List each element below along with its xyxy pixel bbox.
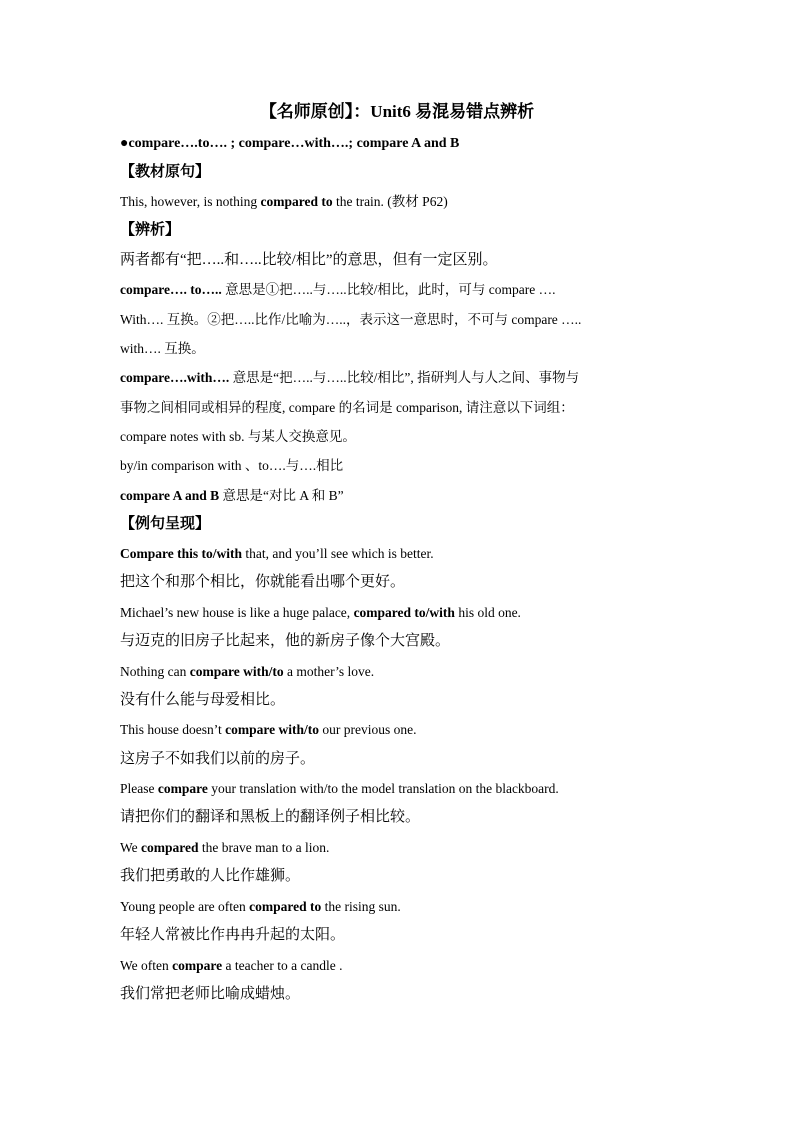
source-post: the train. (教材 P62)	[332, 194, 448, 209]
example-en-bold: compare	[157, 781, 208, 796]
example-en-6	[120, 838, 680, 858]
analysis-intro: 两者都有“把…..和…..比较/相比”的意思，但有一定区别。	[120, 252, 498, 268]
example-en-pre: This house doesn’t	[120, 722, 226, 737]
example-zh-3: 没有什么能与母爱相比。	[120, 692, 286, 708]
analysis-compare-with-text: 意思是“把…..与…..比较/相比”, 指研判人与人之间、事物与	[229, 370, 580, 385]
example-zh-6: 我们把勇敢的人比作雄狮。	[120, 868, 301, 884]
analysis-compare-a-b-text: 意思是“对比 A 和 B”	[219, 488, 344, 503]
analysis-compare-with-line-1	[120, 368, 680, 388]
example-en-2	[120, 603, 680, 623]
example-en-pre: We often	[120, 958, 173, 973]
example-en-post: the rising sun.	[321, 899, 401, 914]
source-pre: This, however, is nothing	[120, 194, 261, 209]
example-en-4	[120, 720, 680, 740]
example-en-bold: compared to	[249, 899, 322, 914]
analysis-compare-to-line-2: With…. 互换。②把…..比作/比喻为…..，表示这一意思时，不可与 compare …..	[120, 312, 582, 327]
example-zh-2: 与迈克的旧房子比起来，他的新房子像个大宫殿。	[120, 633, 451, 649]
phrase-by-in-comparison: by/in comparison with 、to….与….相比	[120, 458, 344, 473]
example-en-post: that, and you’ll see which is better.	[242, 546, 434, 561]
analysis-compare-a-b-term: compare A and B	[120, 488, 220, 503]
example-en-post: a teacher to a candle .	[222, 958, 343, 973]
phrase-compare-notes: compare notes with sb. 与某人交换意见。	[120, 429, 356, 444]
source-bold: compared to	[260, 194, 333, 209]
topic-heading	[120, 134, 680, 154]
example-en-7	[120, 897, 680, 917]
example-zh-5: 请把你们的翻译和黑板上的翻译例子相比较。	[120, 809, 421, 825]
example-en-post: our previous one.	[319, 722, 417, 737]
example-en-bold: compared to/with	[353, 605, 455, 620]
example-en-post: your translation with/to the model translation on the blackboard.	[207, 781, 559, 796]
analysis-compare-a-b	[120, 486, 680, 506]
example-en-bold: compare with/to	[189, 664, 284, 679]
analysis-compare-with-term: compare….with….	[120, 370, 230, 385]
example-en-pre: Michael’s new house is like a huge palace,	[120, 605, 354, 620]
example-en-pre: Please	[120, 781, 158, 796]
example-en-5	[120, 779, 680, 799]
example-zh-1: 把这个和那个相比，你就能看出哪个更好。	[120, 574, 406, 590]
analysis-compare-to-line-1	[120, 280, 680, 300]
analysis-compare-with-line-2: 事物之间相同或相异的程度, compare 的名词是 comparison, 请注意以下词组：	[120, 400, 574, 415]
section-heading-source: 【教材原句】	[120, 164, 211, 180]
analysis-compare-to-term: compare…. to…..	[120, 282, 222, 297]
example-en-pre: We	[120, 840, 142, 855]
example-en-bold: compare	[172, 958, 223, 973]
example-en-pre: Nothing can	[120, 664, 190, 679]
topic-text: ●compare….to…. ; compare…with….; compare A and B	[120, 136, 460, 151]
example-zh-4: 这房子不如我们以前的房子。	[120, 751, 316, 767]
example-zh-7: 年轻人常被比作冉冉升起的太阳。	[120, 927, 346, 943]
example-en-1	[120, 544, 680, 564]
section-heading-examples: 【例句呈现】	[120, 516, 211, 532]
section-heading-analysis: 【辨析】	[120, 222, 181, 238]
example-en-post: the brave man to a lion.	[198, 840, 330, 855]
example-en-pre: Young people are often	[120, 899, 250, 914]
example-zh-8: 我们常把老师比喻成蜡烛。	[120, 986, 301, 1002]
example-en-post: a mother’s love.	[283, 664, 375, 679]
example-en-bold: compared	[141, 840, 199, 855]
example-en-3	[120, 662, 680, 682]
analysis-compare-to-line-3: with…. 互换。	[120, 341, 205, 356]
example-en-8	[120, 956, 680, 976]
example-en-bold: Compare this to/with	[120, 546, 243, 561]
page-title: 【名师原创】：Unit6 易混易错点辨析	[259, 102, 535, 121]
example-en-bold: compare with/to	[225, 722, 319, 737]
example-en-post: his old one.	[454, 605, 521, 620]
source-sentence	[120, 192, 680, 212]
analysis-compare-to-text: 意思是①把…..与…..比较/相比，此时，可与 compare ….	[221, 282, 556, 297]
